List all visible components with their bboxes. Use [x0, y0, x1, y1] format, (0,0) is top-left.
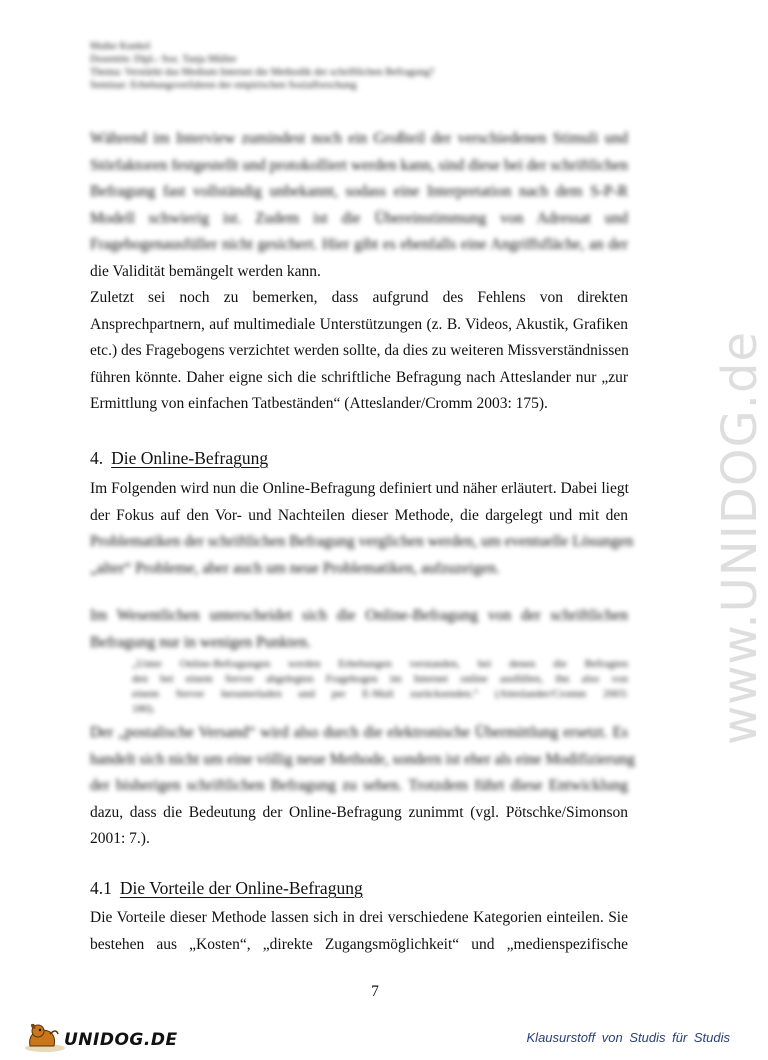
section-number: 4.1: [90, 878, 112, 898]
header-lecturer: Dozentin: Dipl.- Soz. Tanja Müller: [90, 54, 237, 65]
text-line: Im Folgenden wird nun die Online-Befragung definiert und näher erläutert. Dabei liegt: [90, 480, 629, 497]
text-line: Im Wesentlichen unterscheidet sich die Online-Befragung von der schriftlichen: [90, 607, 628, 624]
footer-tagline: Klausurstoff von Studis für Studis: [526, 1030, 730, 1045]
section-title: Die Vorteile der Online-Befragung: [119, 878, 363, 898]
text-line: Während im Interview zumindest noch ein Großteil der verschiedenen Stimuli und: [90, 130, 628, 147]
text-line: Der „postalische Versand“ wird also durch die elektronische Übermittlung ersetzt. Es: [90, 724, 628, 741]
section-number: 4.: [90, 448, 104, 468]
paragraph-advantages: [90, 905, 628, 958]
text-line: Ansprechpartnern, auf multimediale Unterstützungen (z. B. Videos, Akustik, Grafiken: [90, 315, 628, 333]
text-line: Störfaktoren festgestellt und protokolliert werden kann, sind diese bei der schriftlichen: [90, 156, 628, 174]
text-line: 2001: 7.).: [90, 830, 150, 847]
text-line: Ermittlung von einfachen Tatbeständen“ (Atteslander/Cromm 2003: 175).: [90, 395, 548, 412]
text-line: führen könnte. Daher eigne sich die schriftliche Befragung nach Atteslander nur „zur: [90, 368, 628, 386]
text-line: Befragung nur in wenigen Punkten.: [90, 633, 311, 651]
quote-line: „Unter Online-Befragungen werden Erhebungen verstanden, bei denen die Befragten: [132, 658, 628, 670]
text-line: Zuletzt sei noch zu bemerken, dass aufgrund des Fehlens von direkten: [90, 289, 628, 306]
text-line: Befragung fast vollständig unbekannt, sodass eine Interpretation nach dem S-P-R: [90, 183, 628, 200]
header-seminar: Seminar: Erhebungsverfahren der empirischen Sozialforschung: [90, 80, 357, 91]
quote-line: 180).: [132, 703, 155, 715]
text-line: Die Vorteile dieser Methode lassen sich in drei verschiedene Kategorien einteilen. Sie: [90, 909, 628, 926]
text-line: Modell schwierig ist. Zudem ist die Übereinstimmung von Adressat und: [90, 209, 628, 227]
page-header: [90, 40, 650, 92]
header-topic: Thema: Verstärkt das Medium Internet die Methodik der schriftlichen Befragung?: [90, 67, 435, 78]
quote-line: den bei einem Server abgelegten Fragebogen im Internet online ausfüllen, ihn also von: [132, 673, 628, 685]
text-line: die Validität bemängelt werden kann.: [90, 262, 321, 280]
quote-line: einem Server herunterladen und per E-Mail zurücksenden.“ (Atteslander/Cromm 2003:: [132, 688, 628, 700]
text-line: bestehen aus „Kosten“, „direkte Zugangsmöglichkeit“ und „medienspezifische: [90, 935, 628, 953]
page-number: 7: [371, 983, 379, 1000]
text-line: dazu, dass die Bedeutung der Online-Befragung zunimmt (vgl. Pötschke/Simonson: [90, 803, 628, 821]
text-line: Fragebogenausfüller nicht gesichert. Hier gibt es ebenfalls eine Angriffsfläche, an der: [90, 236, 628, 253]
block-quote: [132, 657, 628, 717]
paragraph-postal: [90, 720, 635, 853]
unidog-logo-text[interactable]: UNIDOG.DE: [64, 1030, 178, 1050]
paragraph-intro-online: [90, 476, 634, 582]
paragraph-validity: [90, 126, 628, 285]
text-line: der bisherigen schriftlichen Befragung zu sehen. Trotzdem führt diese Entwicklung: [90, 777, 628, 794]
text-line: etc.) des Fragebogens verzichtet werden sollte, da dies zu weiteren Missverständnissen: [90, 342, 629, 359]
section-heading-4: [90, 448, 268, 469]
section-heading-4-1: [90, 878, 363, 899]
header-author: Maike Kunkel: [90, 41, 151, 52]
text-line: „alter“ Probleme, aber auch um neue Problematiken, aufzuzeigen.: [90, 559, 500, 577]
watermark: www.UNIDOG.de: [712, 330, 768, 745]
paragraph-multimedia: [90, 285, 628, 418]
text-line: Problematiken der schriftlichen Befragung verglichen werden, um eventuelle Lösungen: [90, 533, 634, 550]
paragraph-differences: [90, 603, 628, 656]
text-line: der Fokus auf den Vor- und Nachteilen dieser Methode, die dargelegt und mit den: [90, 506, 628, 524]
text-line: handelt sich nicht um eine völlig neue Methode, sondern ist eher als eine Modifizierung: [90, 750, 635, 768]
section-title: Die Online-Befragung: [111, 448, 269, 468]
